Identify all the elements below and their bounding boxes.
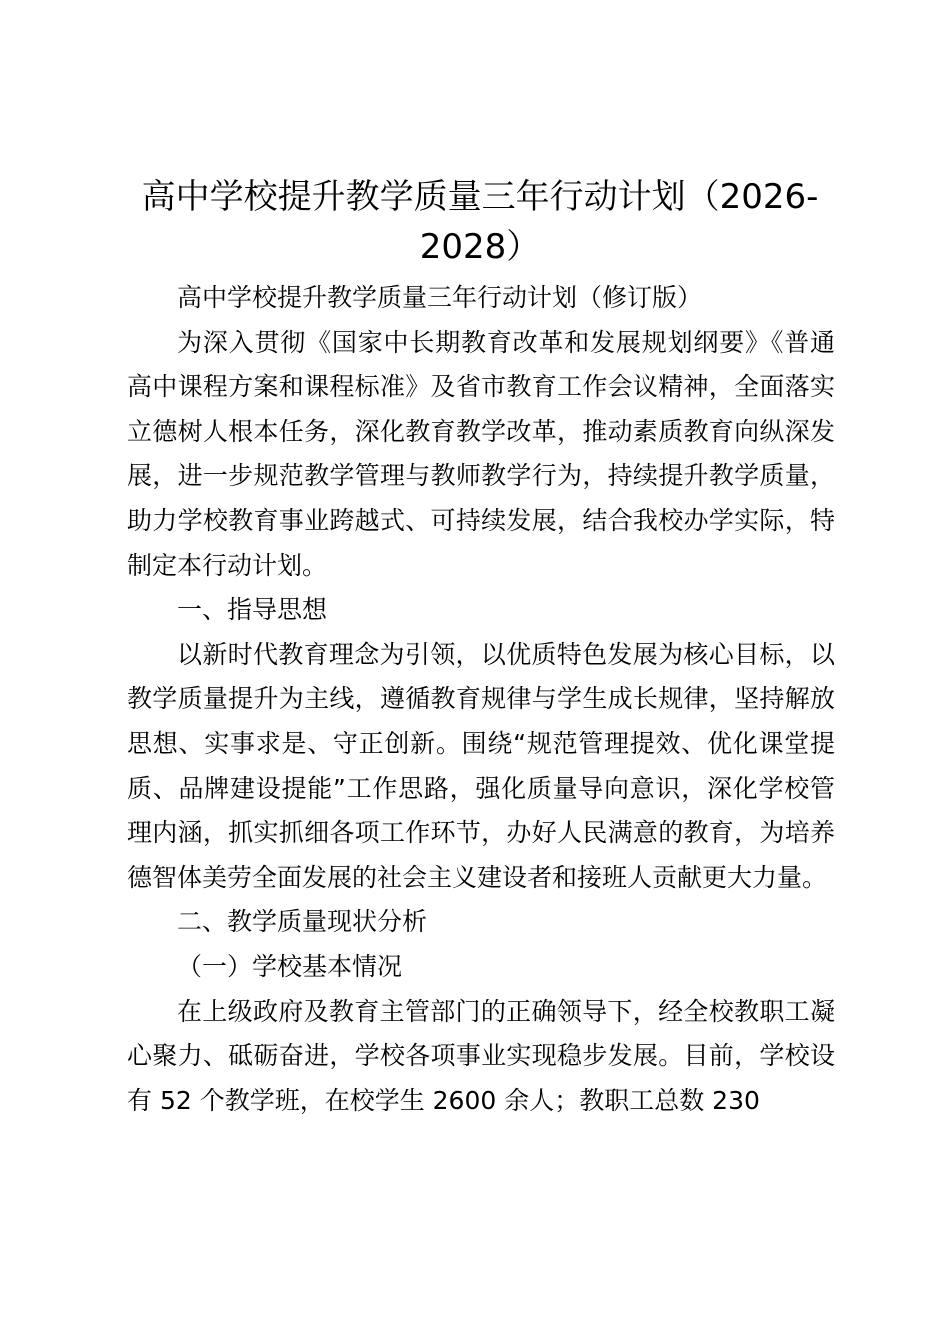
paragraph-subtitle: 高中学校提升教学质量三年行动计划（修订版） xyxy=(177,283,703,312)
document-title: 高中学校提升教学质量三年行动计划（2026-2028） xyxy=(141,177,819,267)
subsection-heading-basic-info: （一）学校基本情况 xyxy=(177,951,403,981)
paragraph-intro: 为深入贯彻《国家中长期教育改革和发展规划纲要》《普通高中课程方案和课程标准》及省市教育工作会议精神，全面落实立德树人根本任务，深化教育教学改革，推动素质教育向纵深发展，进一步规范教学管理与教师教学行为，持续提升教学质量，助力学校教育事业跨越式、可持续发展，结合我校办学实际，特制定本行动计划。 xyxy=(127,327,835,580)
paragraph-basic-info: 在上级政府及教育主管部门的正确领导下，经全校教职工凝心聚力、砥砺奋进，学校各项事业实现稳步发展。目前，学校设有 52 个教学班，在校学生 2600 余人；教职工总数 230 xyxy=(127,996,835,1115)
section-heading-status-analysis: 二、教学质量现状分析 xyxy=(177,907,428,937)
paragraph-guiding-ideology: 以新时代教育理念为引领，以优质特色发展为核心目标，以教学质量提升为主线，遵循教育规律与学生成长规律，坚持解放思想、实事求是、守正创新。围绕“规范管理提效、优化课堂提质、品牌建设提能”工作思路，强化质量导向意识，深化学校管理内涵，抓实抓细各项工作环节，办好人民满意的教育，为培养德智体美劳全面发展的社会主义建设者和接班人贡献更大力量。 xyxy=(127,639,835,892)
document-body xyxy=(127,276,835,1123)
section-heading-guiding-ideology: 一、指导思想 xyxy=(177,595,328,625)
